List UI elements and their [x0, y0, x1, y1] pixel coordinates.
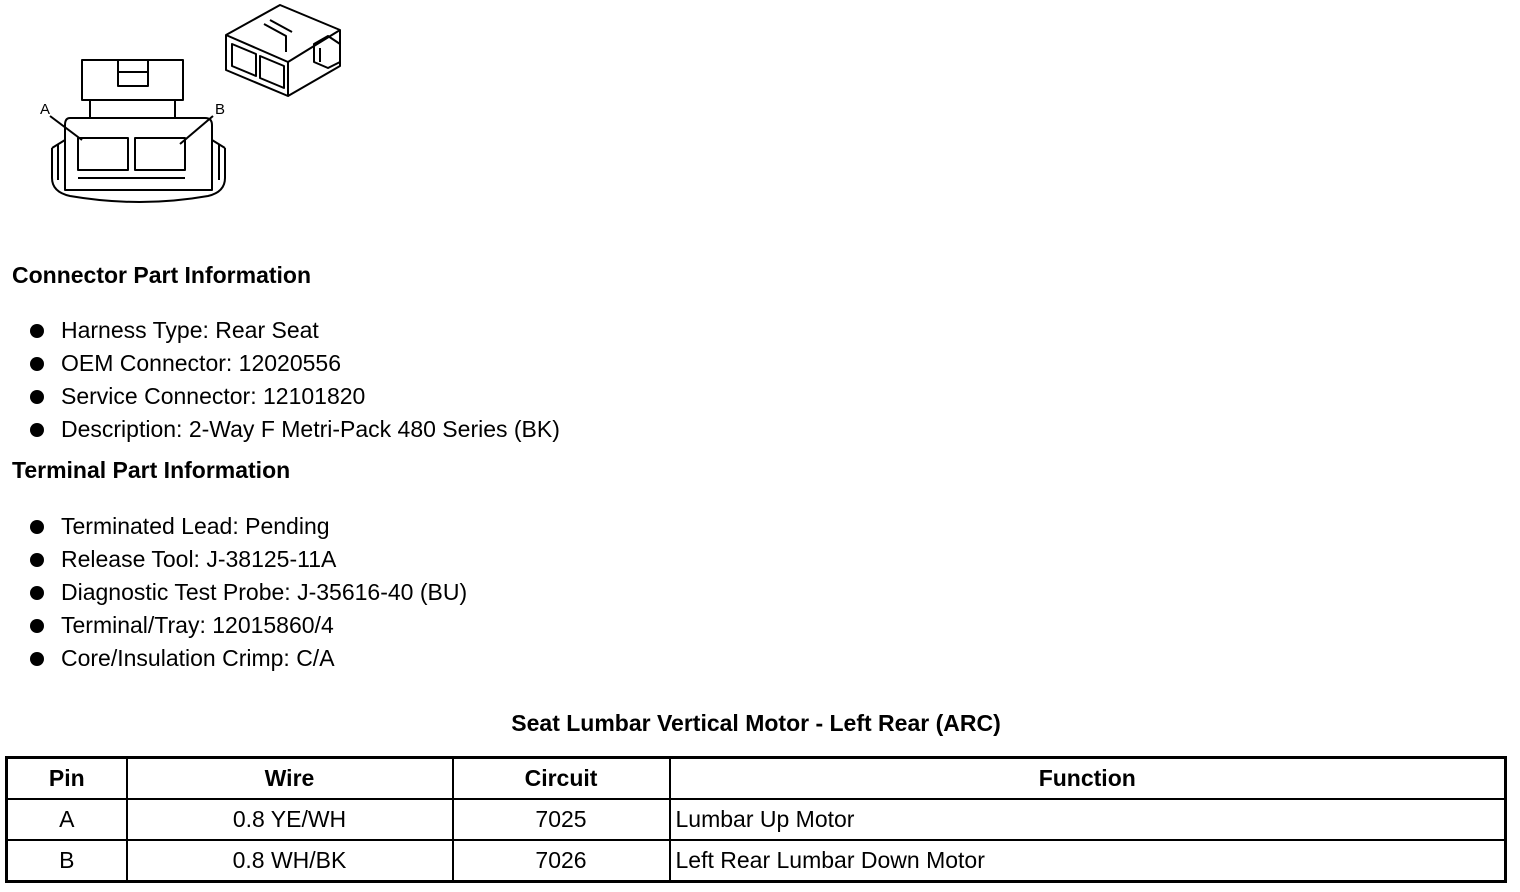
list-item: Harness Type: Rear Seat — [30, 314, 560, 347]
bullet-icon — [30, 357, 44, 371]
list-item: Core/Insulation Crimp: C/A — [30, 642, 467, 675]
header-circuit: Circuit — [453, 758, 670, 800]
cell-pin: B — [7, 840, 127, 882]
cell-wire: 0.8 WH/BK — [127, 840, 453, 882]
connector-part-info-list — [30, 314, 560, 446]
bullet-icon — [30, 390, 44, 404]
bullet-icon — [30, 553, 44, 567]
list-item: Release Tool: J-38125-11A — [30, 543, 467, 576]
cell-function: Left Rear Lumbar Down Motor — [670, 840, 1506, 882]
cell-circuit: 7026 — [453, 840, 670, 882]
header-pin: Pin — [7, 758, 127, 800]
table-header-row — [7, 758, 1506, 800]
cell-circuit: 7025 — [453, 799, 670, 840]
cell-pin: A — [7, 799, 127, 840]
header-wire: Wire — [127, 758, 453, 800]
terminal-part-info-title: Terminal Part Information — [12, 457, 291, 483]
cell-function: Lumbar Up Motor — [670, 799, 1506, 840]
cell-wire: 0.8 YE/WH — [127, 799, 453, 840]
list-item: OEM Connector: 12020556 — [30, 347, 560, 380]
connector-diagram — [30, 0, 370, 220]
bullet-icon — [30, 586, 44, 600]
pin-a-label: A — [40, 101, 51, 118]
list-item: Terminal/Tray: 12015860/4 — [30, 609, 467, 642]
pinout-table — [5, 756, 1507, 883]
list-item: Terminated Lead: Pending — [30, 510, 467, 543]
bullet-icon — [30, 423, 44, 437]
bullet-icon — [30, 652, 44, 666]
table-row — [7, 840, 1506, 882]
list-item: Description: 2-Way F Metri-Pack 480 Series (BK) — [30, 413, 560, 446]
bullet-icon — [30, 324, 44, 338]
table-row — [7, 799, 1506, 840]
terminal-part-info-list — [30, 510, 467, 675]
table-title: Seat Lumbar Vertical Motor - Left Rear (ARC) — [511, 710, 1001, 736]
pin-b-label: B — [215, 101, 226, 118]
bullet-icon — [30, 520, 44, 534]
list-item: Diagnostic Test Probe: J-35616-40 (BU) — [30, 576, 467, 609]
connector-part-info-title: Connector Part Information — [12, 262, 312, 288]
list-item: Service Connector: 12101820 — [30, 380, 560, 413]
bullet-icon — [30, 619, 44, 633]
header-function: Function — [670, 758, 1506, 800]
